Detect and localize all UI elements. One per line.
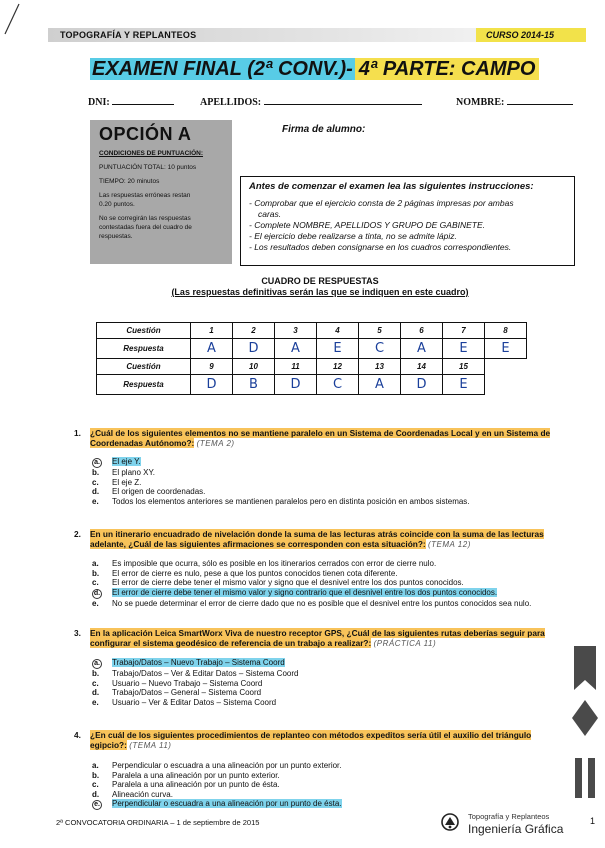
header-subject: TOPOGRAFÍA Y REPLANTEOS <box>60 30 197 40</box>
footer-department: Ingeniería Gráfica <box>468 822 564 836</box>
answers-heading <box>155 276 485 298</box>
question-4-options <box>92 761 342 810</box>
option-text: No se puede determinar el error de cierre dado que no es posible que el desnivel entre los puntos conocidos sea nulo. <box>112 598 532 608</box>
option-item[interactable] <box>92 497 470 507</box>
answer-cell[interactable]: C <box>359 339 401 359</box>
question-text-cont: configurar el sistema geodésico de referencia de un trabajo a realizar?: <box>90 638 372 648</box>
option-text: El error de cierre debe tener el mismo valor y signo que el desnivel entre los dos puntos conocidos. <box>112 578 464 588</box>
total-score: PUNTUACIÓN TOTAL: 10 puntos <box>99 164 197 171</box>
apellidos-label: APELLIDOS: <box>200 97 262 108</box>
department-logo-icon <box>440 812 460 832</box>
header-course: CURSO 2014-15 <box>476 28 586 42</box>
exam-title-part1: EXAMEN FINAL (2ª CONV.)- <box>92 58 353 80</box>
option-item[interactable] <box>92 780 342 790</box>
question-number: 11 <box>275 359 317 375</box>
answer-cell[interactable]: E <box>443 375 485 395</box>
table-row <box>97 323 527 339</box>
answer-table <box>96 322 527 395</box>
option-item[interactable] <box>92 457 470 468</box>
answer-label: Respuesta <box>97 339 191 359</box>
table-row <box>97 339 527 359</box>
instructions-title: Antes de comenzar el examen lea las siguientes instrucciones: <box>249 181 534 192</box>
question-number: 14 <box>401 359 443 375</box>
nombre-label: NOMBRE: <box>456 97 505 108</box>
option-text: Paralela a una alineación por un punto exterior. <box>112 770 280 780</box>
question-2-options <box>92 559 531 608</box>
question-2 <box>74 529 574 550</box>
outside-line2: contestadas fuera del cuadro de <box>99 224 192 231</box>
option-letter: b. <box>92 468 100 477</box>
apellidos-field <box>200 96 422 108</box>
empty-cell <box>485 359 527 375</box>
option-text: El eje Y. <box>112 457 141 466</box>
option-letter: e. <box>92 598 99 608</box>
option-item[interactable] <box>92 679 298 689</box>
option-item[interactable] <box>92 588 531 599</box>
option-item[interactable] <box>92 669 298 679</box>
option-letter: c. <box>92 477 99 487</box>
outside-line1: No se corregirán las respuestas <box>99 215 191 222</box>
question-number: 2 <box>233 323 275 339</box>
penalty-line1: Las respuestas erróneas restan <box>99 192 191 199</box>
option-letter: a. <box>92 559 99 568</box>
question-number: 8 <box>485 323 527 339</box>
instruction-3: - El ejercicio debe realizarse a tinta, no se admite lápiz. <box>249 231 457 241</box>
circled-letter: a. <box>92 659 102 669</box>
empty-cell <box>485 375 527 395</box>
question-number: 12 <box>317 359 359 375</box>
question-number: 5 <box>359 323 401 339</box>
answer-cell[interactable]: A <box>359 375 401 395</box>
outside-line3: respuestas. <box>99 233 133 240</box>
page-number: 1 <box>590 816 596 826</box>
option-text: Usuario – Nuevo Trabajo – Sistema Coord <box>112 678 263 688</box>
option-item[interactable] <box>92 559 531 569</box>
question-text: ¿Cuál de los siguientes elementos no se mantiene paralelo en un Sistema de Coordenadas Local y en un Sistema de <box>90 428 551 438</box>
dni-label: DNI: <box>88 97 110 108</box>
option-item[interactable] <box>92 790 342 800</box>
option-box <box>90 120 232 264</box>
handwritten-note: (TEMA 11) <box>129 741 172 750</box>
question-number: 13 <box>359 359 401 375</box>
option-title: OPCIÓN A <box>99 124 192 144</box>
option-text: Perpendicular o escuadra a una alineación por un punto exterior. <box>112 761 342 770</box>
answer-cell[interactable]: D <box>233 339 275 359</box>
footer-exam-date: 2ª CONVOCATORIA ORDINARIA – 1 de septiembre de 2015 <box>56 818 260 827</box>
answer-cell[interactable]: E <box>443 339 485 359</box>
pen-scratch-mark <box>2 2 22 36</box>
answer-cell[interactable]: D <box>401 375 443 395</box>
scoring-conditions: CONDICIONES DE PUNTUACIÓN: <box>99 150 204 157</box>
option-item[interactable] <box>92 761 342 771</box>
question-number: 9 <box>191 359 233 375</box>
answer-cell[interactable]: E <box>317 339 359 359</box>
option-text: El error de cierre debe tener el mismo valor y signo contrario que el desnivel entre los dos puntos conocidos. <box>112 587 498 597</box>
option-text: Trabajo/Datos – Ver & Editar Datos – Sistema Coord <box>112 669 299 678</box>
question-text: En la aplicación Leica SmartWorx Viva de nuestro receptor GPS, ¿Cuál de las siguientes rutas deberías seguir para <box>90 628 545 638</box>
option-item[interactable] <box>92 698 298 708</box>
question-1-options <box>92 457 470 506</box>
option-text: Trabajo/Datos – General – Sistema Coord <box>112 688 262 698</box>
option-letter: c. <box>92 678 99 688</box>
option-text: Es imposible que ocurra, sólo es posible en los itinerarios cerrados con error de cierre nulo. <box>112 559 437 568</box>
option-item[interactable] <box>92 569 531 579</box>
handwritten-note: (TEMA 12) <box>427 540 471 549</box>
option-text: El error de cierre es nulo, pese a que los puntos conocidos tienen cota diferente. <box>112 568 398 578</box>
option-text: Usuario – Ver & Editar Datos – Sistema Coord <box>112 697 277 707</box>
diamond-shape-icon <box>572 700 598 736</box>
circled-letter: a. <box>92 458 102 468</box>
option-item[interactable] <box>92 799 342 810</box>
option-text: Alineación curva. <box>112 789 173 799</box>
answer-cell[interactable]: A <box>401 339 443 359</box>
time-limit: TIEMPO: 20 minutos <box>99 178 160 185</box>
option-text: El eje Z. <box>112 477 142 487</box>
instruction-1-cont: caras. <box>258 209 282 219</box>
question-number: 4 <box>317 323 359 339</box>
option-letter: d. <box>92 688 100 698</box>
answer-cell[interactable]: D <box>275 375 317 395</box>
question-number: 3 <box>275 323 317 339</box>
question-number: 6 <box>401 323 443 339</box>
question-number: 15 <box>443 359 485 375</box>
table-row <box>97 359 527 375</box>
exam-title <box>90 58 534 84</box>
option-letter: c. <box>92 578 99 588</box>
nombre-field <box>456 96 573 108</box>
question-1 <box>74 428 574 449</box>
handwritten-note: (PRÁCTICA 11) <box>373 639 437 648</box>
bar-shape-icon <box>575 758 582 798</box>
question-text-cont: adelante, ¿Cuál de las siguientes afirmaciones se corresponden con esta situación?: <box>90 539 426 549</box>
signature-label: Firma de alumno: <box>282 124 366 135</box>
penalty-line2: 0.20 puntos. <box>99 201 135 208</box>
option-letter: d. <box>92 487 100 497</box>
option-item[interactable] <box>92 599 531 609</box>
question-label: Cuestión <box>97 359 191 375</box>
option-text: El origen de coordenadas. <box>112 487 206 497</box>
question-number: 2. <box>74 529 81 539</box>
question-3 <box>74 628 574 649</box>
answer-cell[interactable]: B <box>233 375 275 395</box>
option-letter: d. <box>92 789 100 799</box>
question-number: 1 <box>191 323 233 339</box>
question-number: 7 <box>443 323 485 339</box>
option-letter: a. <box>92 761 99 770</box>
option-text: El plano XY. <box>112 468 155 477</box>
option-letter: b. <box>92 568 100 578</box>
option-item[interactable] <box>92 771 342 781</box>
side-bookmark-icons <box>570 646 600 806</box>
answer-cell[interactable]: D <box>191 375 233 395</box>
dni-blank <box>112 96 174 105</box>
answer-label: Respuesta <box>97 375 191 395</box>
apellidos-blank <box>264 96 422 105</box>
answers-title: CUADRO DE RESPUESTAS <box>261 276 379 286</box>
option-item[interactable] <box>92 688 298 698</box>
circled-letter: d. <box>93 589 101 597</box>
question-number: 1. <box>74 428 81 438</box>
question-3-options <box>92 658 298 707</box>
question-text: ¿En cuál de los siguientes procedimientos de replanteo con métodos expeditos sería útil el auxilio del triángulo <box>90 730 532 740</box>
circled-letter: e. <box>92 800 102 810</box>
option-item[interactable] <box>92 468 470 478</box>
answer-cell[interactable]: A <box>191 339 233 359</box>
handwritten-note: (TEMA 2) <box>196 439 235 448</box>
option-letter: e. <box>92 697 99 707</box>
table-row <box>97 375 527 395</box>
question-number: 10 <box>233 359 275 375</box>
exam-title-part2: 4ª PARTE: CAMPO <box>355 58 540 80</box>
option-text: Trabajo/Datos – Nuevo Trabajo – Sistema Coord <box>112 658 285 667</box>
option-letter: c. <box>92 780 99 790</box>
question-4 <box>74 730 574 751</box>
option-item[interactable] <box>92 658 298 669</box>
option-item[interactable] <box>92 487 470 497</box>
instruction-1: - Comprobar que el ejercicio consta de 2 páginas impresas por ambas <box>249 198 514 208</box>
question-text-cont: egipcio?: <box>90 740 127 750</box>
option-letter: e. <box>92 496 99 506</box>
nombre-blank <box>507 96 573 105</box>
answer-cell[interactable]: A <box>275 339 317 359</box>
instruction-4: - Los resultados deben consignarse en los cuadros correspondientes. <box>249 242 512 252</box>
option-item[interactable] <box>92 478 470 488</box>
option-text: Perpendicular o escuadra a una alineación por un punto de ésta. <box>112 799 342 809</box>
question-number: 4. <box>74 730 81 740</box>
dni-field <box>88 96 174 108</box>
footer-subject: Topografía y Replanteos <box>468 812 550 821</box>
bookmark-shape-icon <box>574 646 596 690</box>
option-letter: b. <box>92 669 100 678</box>
bar-shape-icon <box>588 758 595 798</box>
option-letter: b. <box>92 770 100 780</box>
option-text: Todos los elementos anteriores se mantienen paralelos pero en distinta posición en ambos sistemas. <box>112 496 470 506</box>
option-item[interactable] <box>92 578 531 588</box>
instructions-box <box>240 176 575 266</box>
question-number: 3. <box>74 628 81 638</box>
option-text: Paralela a una alineación por un punto de ésta. <box>112 780 280 790</box>
answers-subtitle: (Las respuestas definitivas serán las que se indiquen en este cuadro) <box>171 287 469 297</box>
answer-cell[interactable]: E <box>485 339 527 359</box>
question-label: Cuestión <box>97 323 191 339</box>
question-text-cont: Coordenadas Autónomo?: <box>90 438 195 448</box>
instruction-2: - Complete NOMBRE, APELLIDOS Y GRUPO DE GABINETE. <box>249 220 486 230</box>
answer-cell[interactable]: C <box>317 375 359 395</box>
question-text: En un itinerario encuadrado de nivelación donde la suma de las lecturas atrás coincide con la suma de las lecturas <box>90 529 544 539</box>
